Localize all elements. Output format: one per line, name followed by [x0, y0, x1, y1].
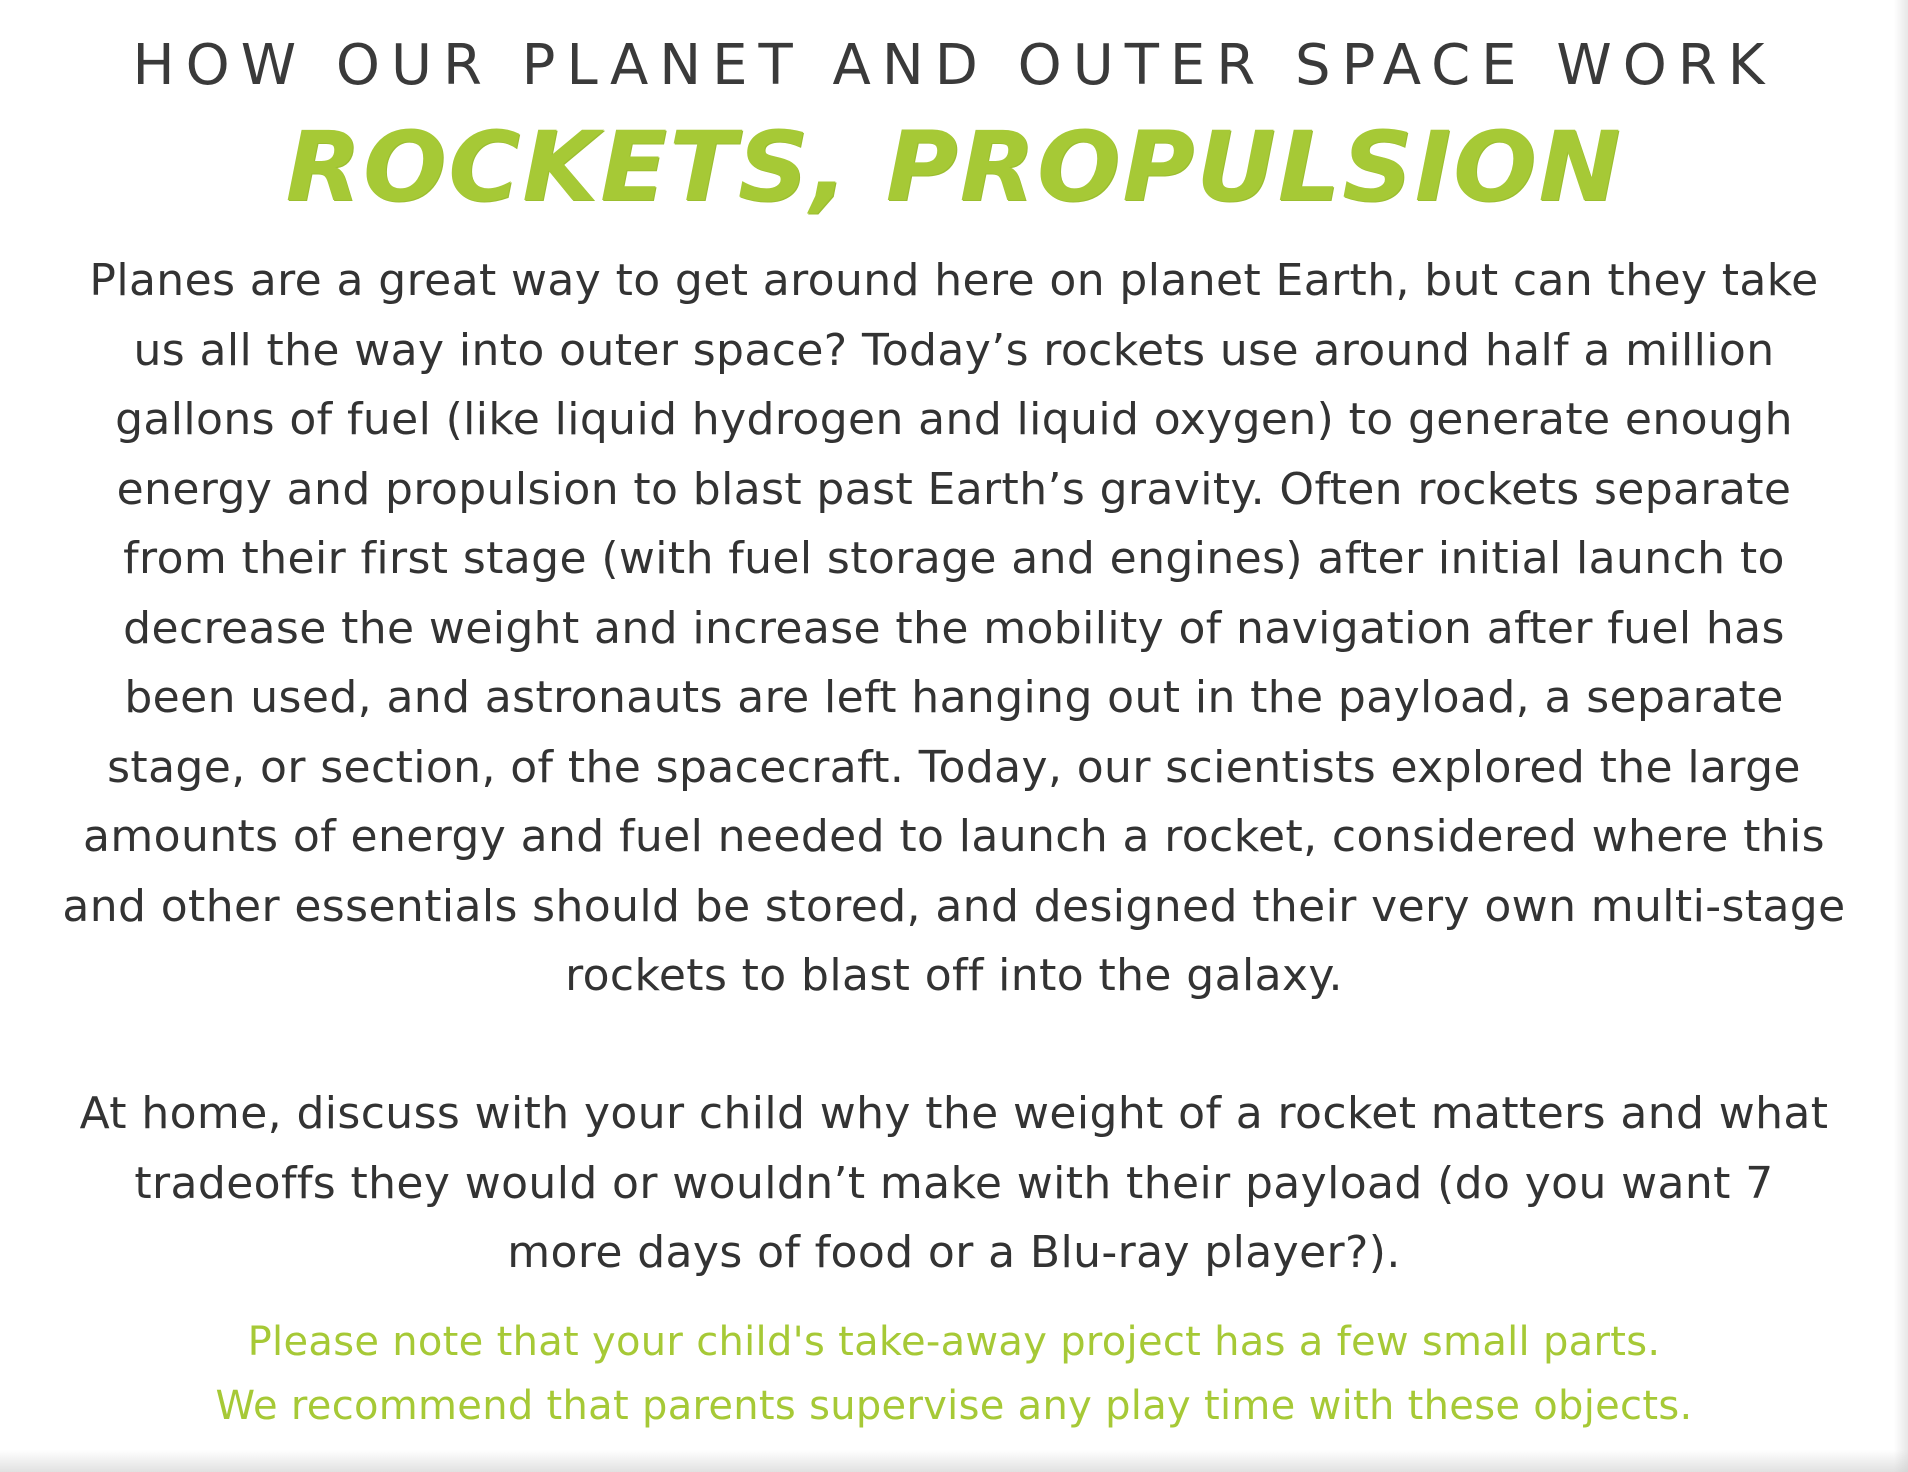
- body-line: gallons of fuel (like liquid hydrogen and liquid oxygen) to generate enough: [115, 394, 1793, 445]
- safety-note: [0, 1310, 1908, 1438]
- body-line: from their first stage (with fuel storage and engines) after initial launch to: [123, 533, 1785, 584]
- home-line: At home, discuss with your child why the weight of a rocket matters and what: [79, 1088, 1829, 1139]
- home-line: more days of food or a Blu-ray player?).: [507, 1227, 1401, 1278]
- home-line: tradeoffs they would or wouldn’t make with their payload (do you want 7: [134, 1157, 1774, 1209]
- section-kicker: HOW OUR PLANET AND OUTER SPACE WORK: [132, 33, 1776, 98]
- right-edge-shade: [1894, 0, 1908, 1472]
- body-paragraph: [40, 246, 1868, 1011]
- body-line: rockets to blast off into the galaxy.: [565, 950, 1343, 1001]
- body-line: and other essentials should be stored, and designed their very own multi-stage: [62, 880, 1846, 932]
- note-line: Please note that your child's take-away project has a few small parts.: [247, 1319, 1661, 1365]
- body-line: stage, or section, of the spacecraft. Today, our scientists explored the large: [107, 741, 1801, 793]
- body-line: Planes are a great way to get around here on planet Earth, but can they take: [89, 255, 1819, 306]
- body-line: us all the way into outer space? Today’s rockets use around half a million: [133, 324, 1775, 376]
- body-line: energy and propulsion to blast past Earth’s gravity. Often rockets separate: [116, 463, 1792, 515]
- body-line: decrease the weight and increase the mobility of navigation after fuel has: [123, 602, 1785, 654]
- bottom-edge-shade: [0, 1450, 1908, 1472]
- page-title: ROCKETS, PROPULSION: [285, 111, 1623, 223]
- note-line: We recommend that parents supervise any play time with these objects.: [215, 1383, 1693, 1429]
- home-activity-paragraph: [40, 1079, 1868, 1288]
- body-line: amounts of energy and fuel needed to launch a rocket, considered where this: [83, 811, 1825, 862]
- body-line: been used, and astronauts are left hanging out in the payload, a separate: [124, 672, 1784, 723]
